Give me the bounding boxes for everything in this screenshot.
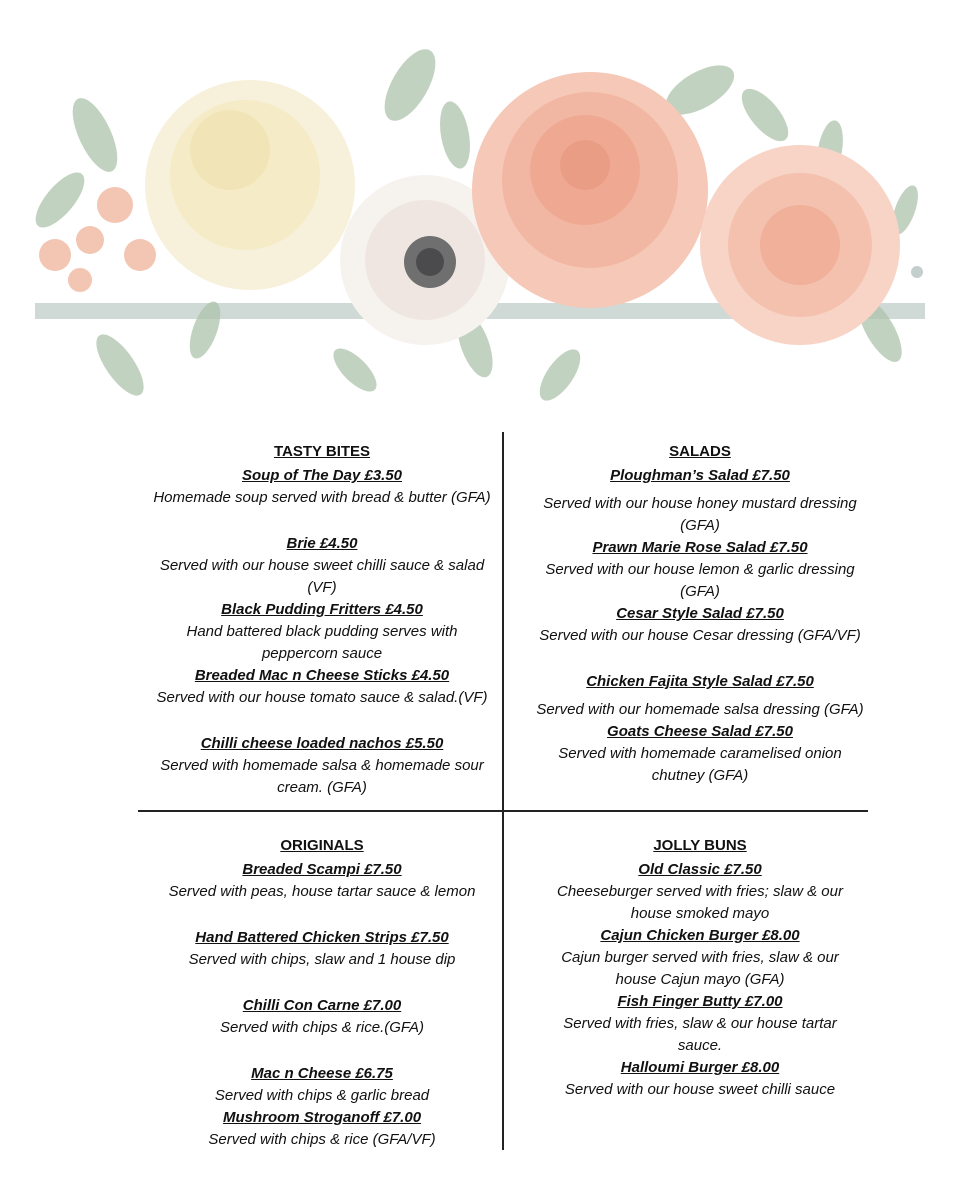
section-tasty-bites xyxy=(138,443,506,799)
section-originals xyxy=(138,837,506,1151)
menu-item xyxy=(540,925,860,991)
menu-item xyxy=(530,537,870,603)
item-name: Mushroom Stroganoff £7.00 xyxy=(222,1109,422,1126)
menu-item xyxy=(540,991,860,1057)
menu-item xyxy=(530,465,870,537)
menu-item xyxy=(530,603,870,647)
menu-item xyxy=(530,671,870,721)
section-title: ORIGINALS xyxy=(280,837,364,854)
menu-item xyxy=(138,995,506,1039)
item-name: Mac n Cheese £6.75 xyxy=(251,1065,393,1082)
item-description: Served with our house sweet chilli sauce xyxy=(564,1081,836,1098)
menu-item xyxy=(138,927,506,971)
row-divider xyxy=(138,810,868,812)
item-description: Served with chips, slaw and 1 house dip xyxy=(188,951,456,968)
item-description: Served with fries, slaw & our house tartar sauce. xyxy=(563,1015,837,1054)
item-description: Served with our house honey mustard dressing (GFA) xyxy=(543,495,857,534)
item-name: Hand Battered Chicken Strips £7.50 xyxy=(195,929,449,946)
item-name: Ploughman’s Salad £7.50 xyxy=(610,467,790,484)
section-salads xyxy=(530,443,870,787)
item-name: Goats Cheese Salad £7.50 xyxy=(607,723,793,740)
item-description: Served with homemade caramelised onion chutney (GFA) xyxy=(558,745,842,784)
item-description: Cajun burger served with fries, slaw & our house Cajun mayo (GFA) xyxy=(561,949,839,988)
menu-item xyxy=(138,733,506,799)
item-description: Served with our house tomato sauce & salad.(VF) xyxy=(156,689,488,706)
menu-item xyxy=(138,665,506,709)
floral-banner xyxy=(0,0,957,440)
item-name: Chicken Fajita Style Salad £7.50 xyxy=(586,673,814,690)
section-title: TASTY BITES xyxy=(273,443,371,460)
menu-item xyxy=(138,859,506,903)
item-name: Black Pudding Fritters £4.50 xyxy=(221,601,423,618)
section-title: SALADS xyxy=(669,443,731,460)
item-description: Served with homemade salsa & homemade sour cream. (GFA) xyxy=(160,757,484,796)
menu-item xyxy=(138,1107,506,1151)
item-description: Served with our homemade salsa dressing (GFA) xyxy=(536,701,864,718)
item-name: Cajun Chicken Burger £8.00 xyxy=(600,927,800,944)
item-description: Served with our house sweet chilli sauce & salad (VF) xyxy=(159,557,485,596)
item-description: Served with our house lemon & garlic dressing (GFA) xyxy=(545,561,855,600)
item-name: Halloumi Burger £8.00 xyxy=(620,1059,780,1076)
item-name: Fish Finger Butty £7.00 xyxy=(617,993,783,1010)
item-name: Old Classic £7.50 xyxy=(638,861,762,878)
section-title: JOLLY BUNS xyxy=(653,837,747,854)
item-name: Cesar Style Salad £7.50 xyxy=(616,605,784,622)
menu-item xyxy=(138,1063,506,1107)
item-description: Served with chips & rice.(GFA) xyxy=(220,1019,424,1036)
menu-item xyxy=(530,721,870,787)
menu-item xyxy=(138,465,506,509)
item-name: Chilli Con Carne £7.00 xyxy=(242,997,402,1014)
item-description: Served with chips & rice (GFA/VF) xyxy=(208,1131,436,1148)
item-name: Chilli cheese loaded nachos £5.50 xyxy=(200,735,444,752)
item-description: Served with chips & garlic bread xyxy=(214,1087,430,1104)
item-description: Cheeseburger served with fries; slaw & our house smoked mayo xyxy=(557,883,843,922)
menu-item xyxy=(540,1057,860,1101)
item-name: Breaded Mac n Cheese Sticks £4.50 xyxy=(194,667,450,684)
section-jolly-buns xyxy=(540,837,860,1101)
menu-item xyxy=(138,599,506,665)
item-description: Homemade soup served with bread & butter (GFA) xyxy=(153,489,491,506)
item-name: Soup of The Day £3.50 xyxy=(241,467,403,484)
item-name: Brie £4.50 xyxy=(286,535,358,552)
menu-item xyxy=(540,859,860,925)
item-description: Served with our house Cesar dressing (GFA/VF) xyxy=(539,627,861,644)
item-name: Breaded Scampi £7.50 xyxy=(242,861,402,878)
menu-item xyxy=(138,533,506,599)
item-description: Served with peas, house tartar sauce & lemon xyxy=(168,883,476,900)
item-description: Hand battered black pudding serves with peppercorn sauce xyxy=(186,623,458,662)
item-name: Prawn Marie Rose Salad £7.50 xyxy=(592,539,808,556)
